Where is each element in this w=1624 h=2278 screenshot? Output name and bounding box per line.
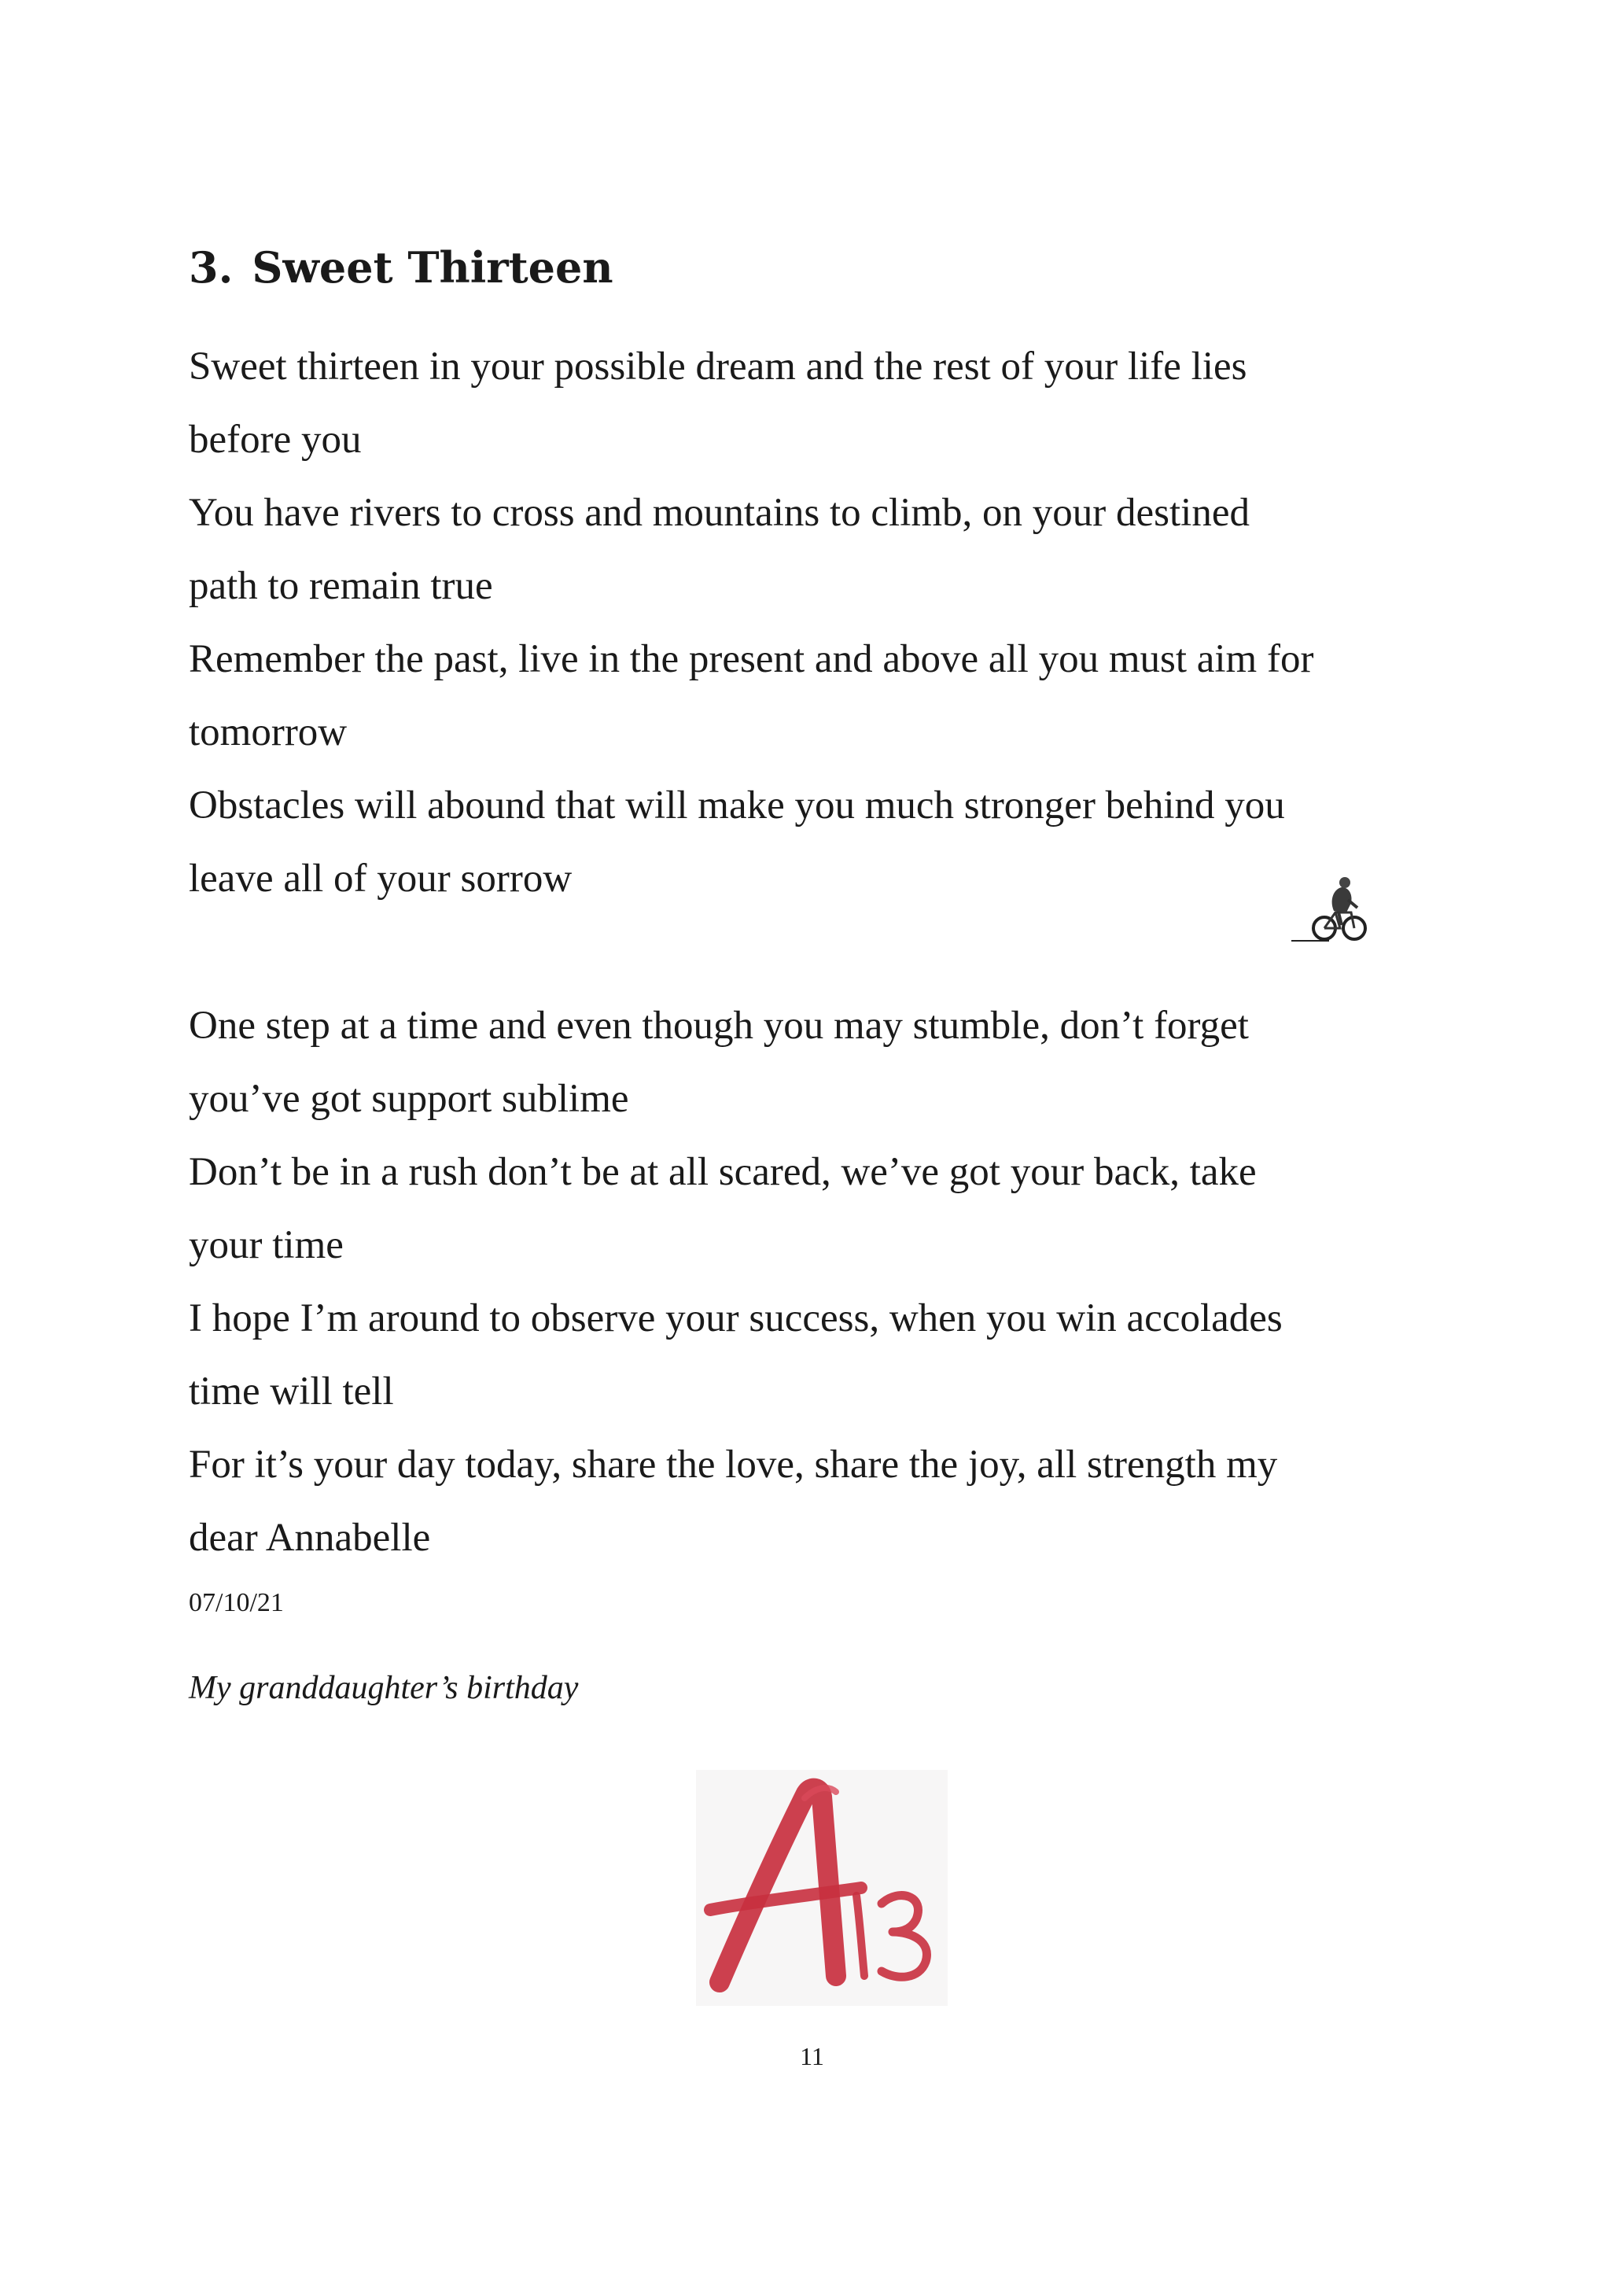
poem-line: Obstacles will abound that will make you much stronger behind you xyxy=(189,783,1285,828)
stanza-2 xyxy=(189,990,1479,1575)
poem-line: dear Annabelle xyxy=(189,1516,431,1560)
poem-line: tomorrow xyxy=(189,710,348,754)
poem-line: you’ve got support sublime xyxy=(189,1077,629,1121)
poem-line: For it’s your day today, share the love, share the joy, all strength my xyxy=(189,1443,1278,1487)
poem-line: You have rivers to cross and mountains to climb, on your destined xyxy=(189,491,1250,535)
poem-line: Sweet thirteen in your possible dream and the rest of your life lies xyxy=(189,345,1247,389)
poem-line: leave all of your sorrow xyxy=(189,857,573,901)
poem-date: 07/10/21 xyxy=(189,1588,284,1617)
poem-line: time will tell xyxy=(189,1369,394,1414)
a13-logo-graphic xyxy=(696,1770,948,2006)
poem-line: path to remain true xyxy=(189,564,493,608)
poem-line: I hope I’m around to observe your success, when you win accolades xyxy=(189,1296,1283,1340)
poem-line: One step at a time and even though you may stumble, don’t forget xyxy=(189,1004,1249,1048)
poem-line: Remember the past, live in the present and above all you must aim for xyxy=(189,637,1314,681)
poem-line: Don’t be in a rush don’t be at all scared, we’ve got your back, take xyxy=(189,1150,1257,1194)
poem-title xyxy=(189,236,613,299)
a13-logo xyxy=(696,1770,948,2006)
poem-line: your time xyxy=(189,1223,344,1267)
page-number: 11 xyxy=(800,2042,824,2070)
poem-note: My granddaughter’s birthday xyxy=(189,1670,579,1706)
stanza-1 xyxy=(189,330,1479,916)
poem-line: before you xyxy=(189,418,362,462)
cyclist-icon xyxy=(1290,876,1368,945)
poem-number: 3. xyxy=(189,242,234,293)
poem-title-text: Sweet Thirteen xyxy=(252,242,613,293)
